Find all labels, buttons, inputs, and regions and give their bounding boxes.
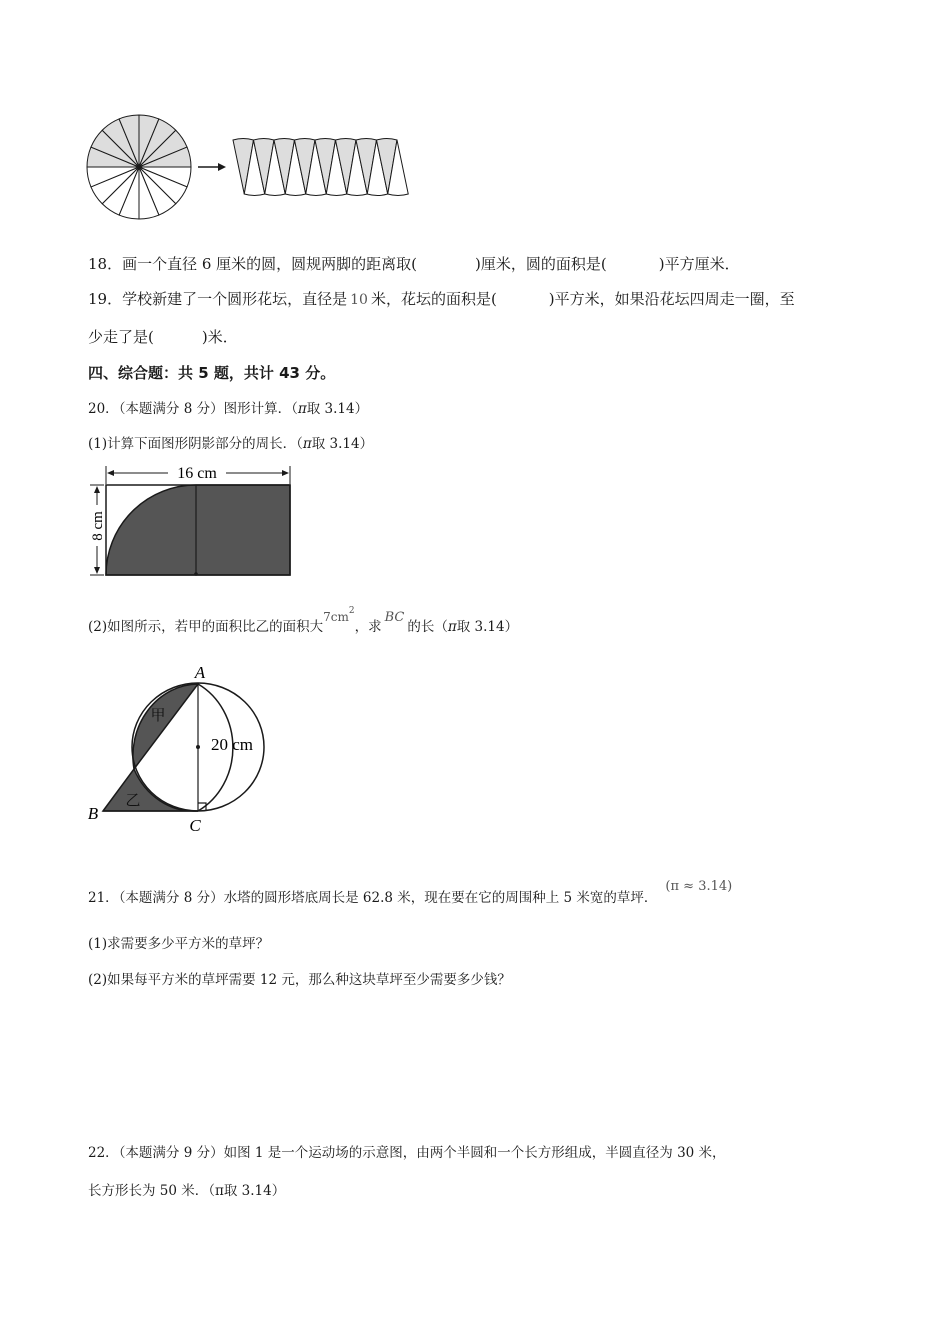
question-20-part1 — [88, 434, 373, 454]
q19-text-e: )米． — [201, 328, 238, 346]
label-a: A — [194, 663, 206, 682]
pi-symbol: π — [297, 401, 307, 417]
part2-text-b: ，求 — [354, 619, 382, 635]
question-number: 21． — [88, 890, 119, 906]
label-b: B — [87, 804, 99, 823]
section-heading: 四、综合题：共 5 题，共计 43 分。 — [88, 364, 336, 382]
diameter-label: 20 cm — [210, 735, 254, 754]
q21-intro: （本题满分 8 分）水塔的圆形塔底周长是 62.8 米，现在要在它的周围种上 5 米宽的草坪． — [118, 890, 658, 906]
width-label: 16 cm — [177, 465, 217, 482]
q22-line1: （本题满分 9 分）如图 1 是一个运动场的示意图，由两个半圆和一个长方形组成，半圆直径为 30 米， — [118, 1145, 726, 1161]
diameter-value: 10 — [350, 292, 368, 308]
question-21-part1: (1)求需要多少平方米的草坪？ — [88, 936, 270, 952]
question-number: 22． — [88, 1145, 119, 1161]
label-c: C — [189, 816, 201, 835]
question-18 — [88, 254, 740, 274]
question-number: 20． — [88, 401, 119, 417]
part2-text-d: 取 3.14） — [456, 619, 519, 635]
q20-intro: （本题满分 8 分）图形计算．（ — [118, 401, 298, 417]
figure-shaded-rectangle — [0, 460, 950, 590]
pi-note: (π ≈ 3.14) — [665, 879, 733, 894]
label-jia: 甲 — [150, 708, 166, 724]
area-value: 7cm — [323, 610, 349, 624]
q19-text-c: )平方米，如果沿花坛四周走一圈，至 — [548, 290, 795, 308]
pi-symbol: π — [302, 436, 312, 452]
segment-label: BC — [384, 610, 405, 625]
q18-text-c: )平方厘米． — [658, 255, 740, 273]
question-20-intro — [88, 399, 368, 419]
question-number: 18． — [88, 255, 123, 273]
question-number: 19． — [88, 290, 123, 308]
figure-circle-triangle — [0, 650, 950, 850]
arrow — [198, 163, 226, 171]
rearranged-sectors — [233, 139, 408, 196]
part1-text: (1)计算下面图形阴影部分的周长．（ — [88, 436, 303, 452]
pi-symbol: π — [447, 619, 457, 635]
question-21-part2: (2)如果每平方米的草坪需要 12 元，那么种这块草坪至少需要多少钱？ — [88, 972, 511, 988]
q19-text-d: 少走了是( — [88, 328, 154, 346]
sectored-circle — [87, 115, 191, 219]
part2-text-a: (2)如图所示，若甲的面积比乙的面积大 — [88, 619, 324, 635]
height-label: 8 cm — [90, 511, 106, 541]
area-exponent: 2 — [348, 606, 355, 616]
sector-rearrangement-figure — [0, 0, 950, 240]
part1-end: 取 3.14） — [311, 436, 374, 452]
question-20-part2 — [88, 606, 519, 639]
q19-text-b: 米，花坛的面积是( — [370, 290, 497, 308]
part2-text-c: 的长（ — [407, 619, 448, 635]
label-yi: 乙 — [125, 793, 141, 809]
question-19-line2 — [88, 327, 238, 347]
question-22-line1 — [88, 1143, 726, 1163]
q18-text-a: 画一个直径 6 厘米的圆，圆规两脚的距离取( — [122, 255, 418, 273]
q18-text-b: )厘米，圆的面积是( — [475, 255, 607, 273]
question-22-line2: 长方形长为 50 米．（π取 3.14） — [88, 1183, 286, 1199]
question-19-line1 — [88, 289, 795, 310]
q19-text-a: 学校新建了一个圆形花坛，直径是 — [122, 290, 348, 308]
question-21-intro — [88, 879, 733, 909]
pi-value: 取 3.14） — [306, 401, 369, 417]
